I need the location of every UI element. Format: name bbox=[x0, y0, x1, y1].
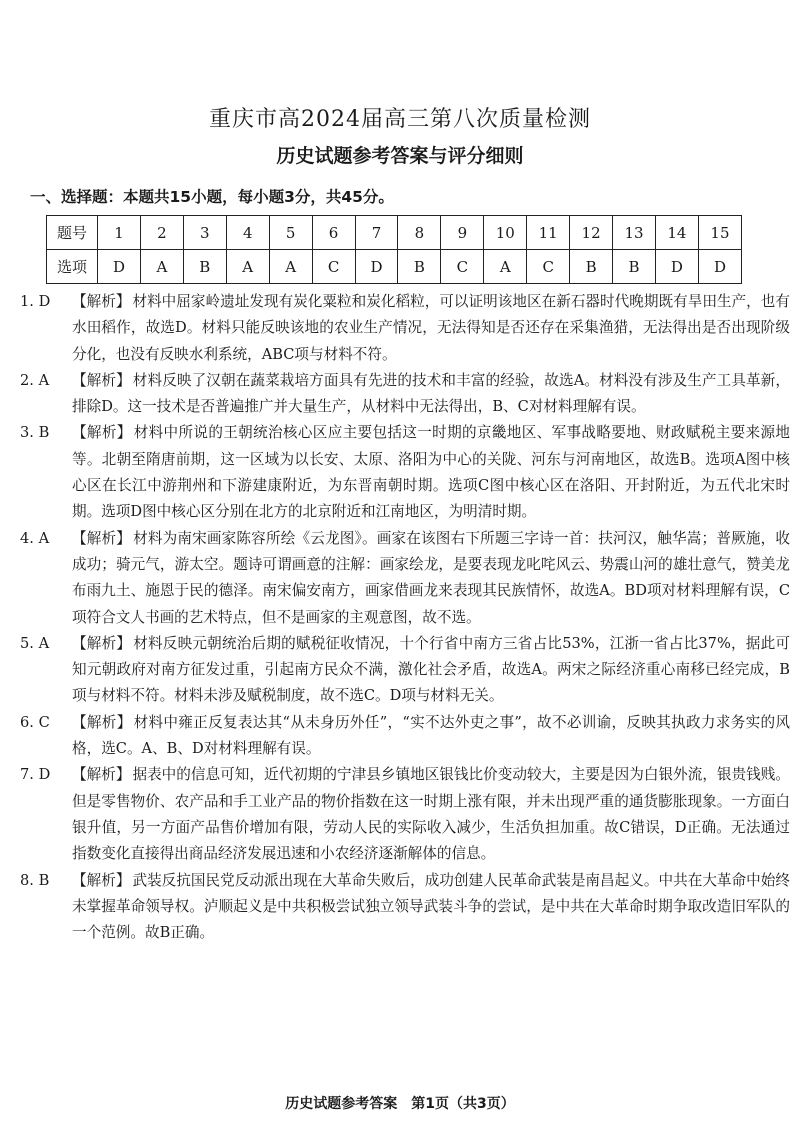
answer-cell: D bbox=[355, 250, 398, 284]
answer-cell: D bbox=[98, 250, 141, 284]
explanation-text: 材料中屈家岭遗址发现有炭化粟粒和炭化稻粒，可以证明该地区在新石器时代晚期既有旱田生产，也有水田稻作，故选D。材料只能反映该地的农业生产情况，无法得知是否还存在采集渔猎，无法得出是否出现阶级分化，也没有反映水利系统，ABC项与材料不符。 bbox=[72, 293, 790, 363]
question-number-cell: 11 bbox=[527, 216, 570, 250]
item-number: 8. B bbox=[20, 871, 50, 889]
explanation-tag: 【解析】 bbox=[72, 713, 132, 731]
explanation-list bbox=[20, 289, 790, 946]
explanation-text: 据表中的信息可知，近代初期的宁津县乡镇地区银钱比价变动较大，主要是因为白银外流，银贵钱贱。但是零售物价、农产品和手工业产品的物价指数在这一时期上涨有限，并未出现严重的通货膨胀现象。一方面白银升值，另一方面产品售价增加有限，劳动人民的实际收入减少，生活负担加重。故C错误，D正确。无法通过指数变化直接得出商品经济发展迅速和小农经济逐渐解体的信息。 bbox=[72, 766, 790, 863]
answer-table-answer-row bbox=[47, 250, 742, 284]
item-number: 3. B bbox=[20, 424, 50, 442]
answer-cell: D bbox=[698, 250, 741, 284]
explanation-text: 材料反映元朝统治后期的赋税征收情况，十个行省中南方三省占比53%，江浙一省占比37%，据此可知元朝政府对南方征发过重，引起南方民众不满，激化社会矛盾，故选A。两宋之际经济重心南移已经完成，B项与材料不符。材料未涉及赋税制度，故不选C。D项与材料无关。 bbox=[72, 634, 790, 705]
answer-cell: B bbox=[570, 250, 613, 284]
explanation-tag: 【解析】 bbox=[72, 371, 131, 389]
question-number-cell: 3 bbox=[183, 216, 226, 250]
answer-cell: A bbox=[140, 250, 183, 284]
explanation-tag: 【解析】 bbox=[72, 634, 132, 652]
explanation-tag: 【解析】 bbox=[72, 293, 131, 310]
explanation-item bbox=[20, 762, 790, 867]
question-number-cell: 8 bbox=[398, 216, 441, 250]
item-number: 2. A bbox=[20, 371, 50, 389]
answer-cell: A bbox=[269, 250, 312, 284]
answer-cell: B bbox=[398, 250, 441, 284]
explanation-item bbox=[20, 868, 790, 947]
question-number-cell: 6 bbox=[312, 216, 355, 250]
question-number-cell: 4 bbox=[226, 216, 269, 250]
question-number-cell: 2 bbox=[140, 216, 183, 250]
item-number: 6. C bbox=[20, 713, 50, 731]
explanation-text: 材料中雍正反复表达其“从未身历外任”，“实不达外吏之事”，故不必训谕，反映其执政力求务实的风格，选C。A、B、D对材料理解有误。 bbox=[72, 713, 790, 758]
explanation-tag: 【解析】 bbox=[72, 871, 131, 889]
item-number: 7. D bbox=[20, 766, 51, 784]
explanation-item bbox=[20, 420, 790, 525]
question-number-cell: 5 bbox=[269, 216, 312, 250]
question-number-cell: 1 bbox=[98, 216, 141, 250]
explanation-item bbox=[20, 631, 790, 710]
answer-cell: A bbox=[484, 250, 527, 284]
answer-cell: C bbox=[312, 250, 355, 284]
answer-cell: A bbox=[226, 250, 269, 284]
answer-cell: B bbox=[613, 250, 656, 284]
answer-cell: D bbox=[655, 250, 698, 284]
answer-cell: B bbox=[183, 250, 226, 284]
question-number-cell: 10 bbox=[484, 216, 527, 250]
explanation-item bbox=[20, 368, 790, 421]
answer-table bbox=[46, 215, 742, 284]
explanation-tag: 【解析】 bbox=[72, 424, 132, 442]
explanation-item bbox=[20, 289, 790, 368]
item-number: 1. D bbox=[20, 293, 51, 310]
question-number-cell: 15 bbox=[698, 216, 741, 250]
explanation-text: 武装反抗国民党反动派出现在大革命失败后，成功创建人民革命武装是南昌起义。中共在大革命中始终未掌握革命领导权。泸顺起义是中共积极尝试独立领导武装斗争的尝试，是中共在大革命时期争取改造旧军队的一个范例。故B正确。 bbox=[72, 871, 790, 942]
row-label-answer: 选项 bbox=[47, 250, 98, 284]
explanation-text: 材料中所说的王朝统治核心区应主要包括这一时期的京畿地区、军事战略要地、财政赋税主要来源地等。北朝至隋唐前期，这一区域为以长安、太原、洛阳为中心的关陇、河东与河南地区，故选B。选项A图中核心区在长江中游荆州和下游建康附近，为东晋南朝时期。选项C图中核心区在洛阳、开封附近，为五代北宋时期。选项D图中核心区分别在北方的北京附近和江南地区，为明清时期。 bbox=[72, 424, 790, 521]
question-number-cell: 7 bbox=[355, 216, 398, 250]
explanation-tag: 【解析】 bbox=[72, 529, 132, 547]
question-number-cell: 12 bbox=[570, 216, 613, 250]
explanation-text: 材料为南宋画家陈容所绘《云龙图》。画家在该图右下所题三字诗一首：扶河汉，触华嵩；普厥施，收成功；骑元气，游太空。题诗可谓画意的注解：画家绘龙，是要表现龙叱咤风云、势震山河的雄壮意气，赞美龙布雨九土、施恩于民的德泽。南宋偏安南方，画家借画龙来表现其民族情怀，故选A。BD项对材料理解有误，C项符合文人书画的艺术特点，但不是画家的主观意图，故不选。 bbox=[72, 529, 790, 626]
section-heading: 一、选择题：本题共15小题，每小题3分，共45分。 bbox=[30, 188, 394, 206]
page-title: 重庆市高2024届高三第八次质量检测 bbox=[209, 107, 591, 132]
row-label-number: 题号 bbox=[47, 216, 98, 250]
item-number: 4. A bbox=[20, 529, 50, 547]
page-footer: 历史试题参考答案 第1页（共3页） bbox=[285, 1096, 515, 1112]
answer-cell: C bbox=[441, 250, 484, 284]
answer-table-number-row bbox=[47, 216, 742, 250]
page-subtitle: 历史试题参考答案与评分细则 bbox=[276, 145, 524, 167]
answer-cell: C bbox=[527, 250, 570, 284]
question-number-cell: 14 bbox=[655, 216, 698, 250]
explanation-item bbox=[20, 710, 790, 763]
explanation-item bbox=[20, 526, 790, 631]
explanation-tag: 【解析】 bbox=[72, 766, 131, 784]
question-number-cell: 13 bbox=[613, 216, 656, 250]
question-number-cell: 9 bbox=[441, 216, 484, 250]
explanation-text: 材料反映了汉朝在蔬菜栽培方面具有先进的技术和丰富的经验，故选A。材料没有涉及生产工具革新，排除D。这一技术是否普遍推广并大量生产，从材料中无法得出，B、C对材料理解有误。 bbox=[72, 371, 790, 416]
item-number: 5. A bbox=[20, 634, 50, 652]
